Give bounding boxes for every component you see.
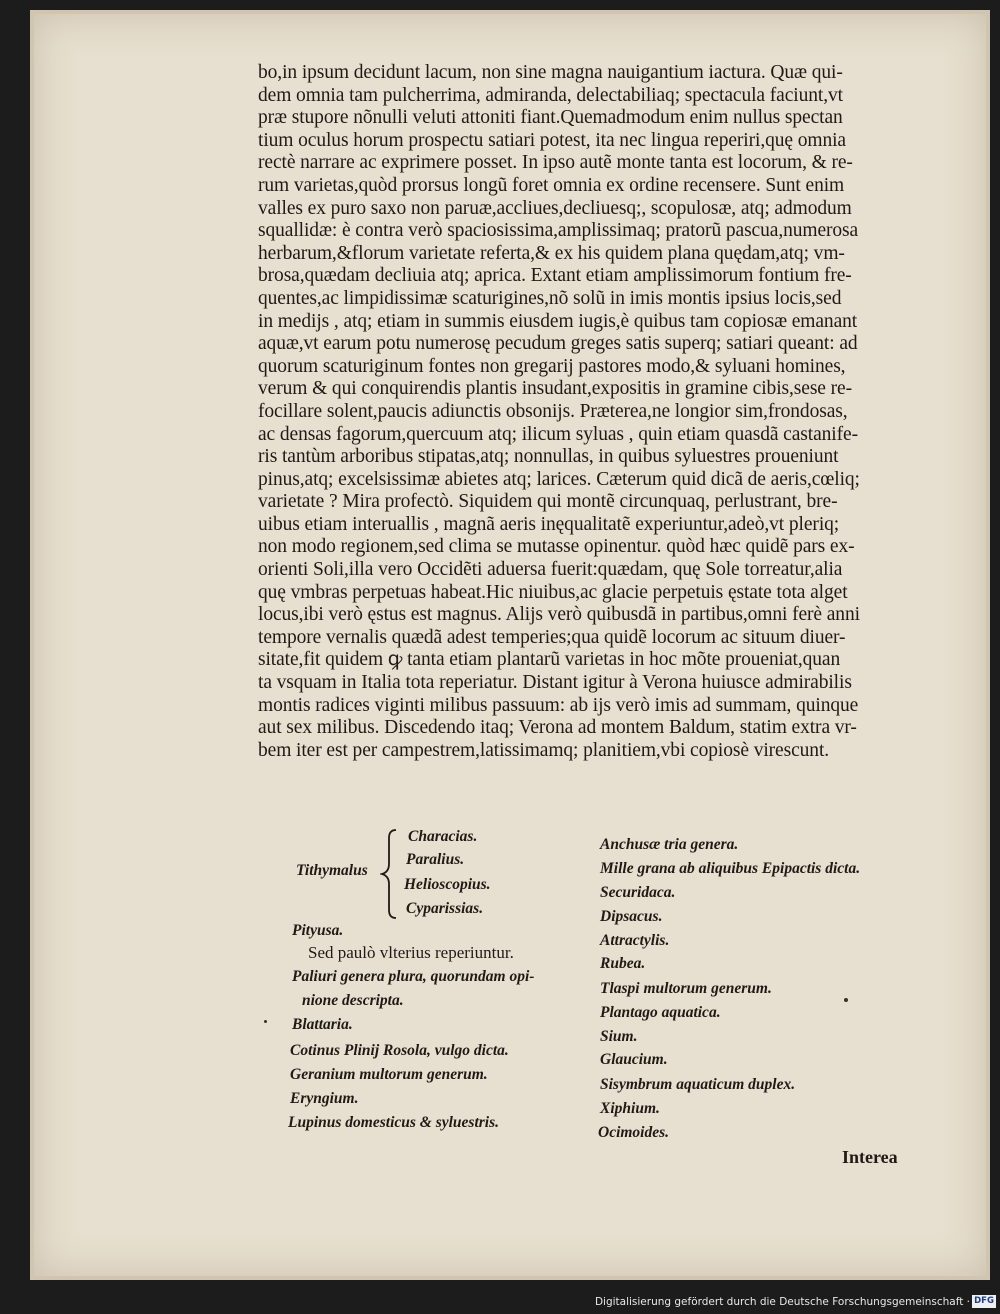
text-line: ac densas fagorum,quercuum atq; ilicum syluas , quin etiam quasdã castanife- xyxy=(258,423,858,445)
list-item: Pityusa. xyxy=(292,922,344,939)
footer-credit: Digitalisierung gefördert durch die Deutsche Forschungsgemeinschaft · xyxy=(594,1296,970,1308)
text-line: in medijs , atq; etiam in summis eiusdem iugis,è quibus tam copiosæ emanant xyxy=(258,310,858,332)
list-item: Sisymbrum aquaticum duplex. xyxy=(600,1076,796,1093)
text-line: brosa,quædam decliuia atq; aprica. Extant etiam amplissimorum fontium fre- xyxy=(258,265,852,287)
text-line: rectè narrare ac exprimere posset. In ipso autẽ monte tanta est locorum, & re- xyxy=(258,152,853,174)
list-item: Eryngium. xyxy=(290,1090,359,1107)
list-item: Geranium multorum generum. xyxy=(290,1066,488,1083)
text-line: quentes,ac limpidissimæ scaturigines,nõ solũ in imis montis ipsius locis,sed xyxy=(258,287,842,309)
text-line: dem omnia tam pulcherrima, admiranda, delectabiliaq; spectacula faciunt,vt xyxy=(258,84,843,106)
text-line: non modo regionem,sed clima se mutasse opinentur. quòd hæc quidẽ pars ex- xyxy=(258,536,855,558)
text-line: pinus,atq; excelsissimæ abietes atq; larices. Cæterum quid dicã de aeris,cœliq; xyxy=(258,468,860,490)
text-line: valles ex puro saxo non paruæ,accliues,decliuesq;, scopulosæ, atq; admodum xyxy=(258,197,852,219)
text-line: bo,in ipsum decidunt lacum, non sine magna nauigantium iactura. Quæ qui- xyxy=(258,62,843,83)
list-item: nione descripta. xyxy=(302,992,404,1009)
list-item: Glaucium. xyxy=(600,1051,668,1068)
list-item: Mille grana ab aliquibus Epipactis dicta. xyxy=(600,860,861,877)
list-item: Rubea. xyxy=(600,955,646,972)
text-line: locus,ibi verò ęstus est magnus. Alijs verò quibusdã in partibus,omni ferè anni xyxy=(258,604,860,626)
list-item: Xiphium. xyxy=(600,1100,660,1117)
species-item: Cyparissias. xyxy=(406,900,484,917)
text-line: bem iter est per campestrem,latissimamq; planitiem,vbi copiosè virescunt. xyxy=(258,739,830,761)
list-item: Sium. xyxy=(600,1028,638,1045)
text-line: tempore vernalis quædã adest temperies;qua quidẽ locorum ac situum diuer- xyxy=(258,626,846,648)
text-line: uibus etiam interuallis , magnã aeris inęqualitatẽ experiuntur,adeò,vt pleriq; xyxy=(258,513,840,535)
tithymalus-label: Tithymalus xyxy=(296,862,368,879)
text-line: sitate,fit quidem ꝙ tanta etiam plantarũ varietas in hoc mõte proueniat,quan xyxy=(258,649,841,671)
text-line: verum & qui conquirendis plantis insudant,expositis in gramine cibis,sese re- xyxy=(258,378,852,400)
list-item: Dipsacus. xyxy=(600,908,663,925)
catchword: Interea xyxy=(842,1147,898,1167)
species-item: Helioscopius. xyxy=(404,876,491,893)
text-line: quorum scaturiginum fontes non gregarij pastores modo,& syluani homines, xyxy=(258,355,846,377)
text-line: orienti Soli,illa vero Occidẽti aduersa fuerit:quædam, quę Sole torreatur,alia xyxy=(258,559,843,581)
list-item: Blattaria. xyxy=(292,1016,353,1033)
text-line: montis radices viginti milibus passuum: ab ijs verò imis ad summam, quinque xyxy=(258,694,859,716)
text-line: ris tantùm arboribus stipatas,atq; nonnullas, in quibus syluestres proueniunt xyxy=(258,446,839,468)
list-item: Anchusæ tria genera. xyxy=(600,836,739,853)
list-item: Lupinus domesticus & syluestris. xyxy=(288,1114,500,1131)
text-line: varietate ? Mira profectò. Siquidem qui montẽ circunquaq, perlustrant, bre- xyxy=(258,491,838,513)
list-item: Paliuri genera plura, quorundam opi- xyxy=(292,968,535,985)
list-item: Cotinus Plinij Rosola, vulgo dicta. xyxy=(290,1042,509,1059)
list-item: Tlaspi multorum generum. xyxy=(600,980,772,997)
main-text xyxy=(258,62,918,762)
text-line: tium oculus horum prospectu satiari potest, ita nec lingua reperiri,quę omnia xyxy=(258,129,846,151)
species-item: Characias. xyxy=(408,828,478,845)
text-line: quę vmbras perpetuas habeat.Hic niuibus,ac glacie perpetuis ęstate tota alget xyxy=(258,581,848,603)
text-line: squallidæ: è contra verò spaciosissima,amplissimaq; pratorũ pascua,numerosa xyxy=(258,220,859,242)
text-line: aut sex milibus. Discedendo itaq; Verona ad montem Baldum, statim extra vr- xyxy=(258,717,857,739)
text-line: focillare solent,paucis adiunctis obsonijs. Præterea,ne longior sim,frondosas, xyxy=(258,400,848,422)
text-line: præ stupore nõnulli veluti attoniti fiant.Quemadmodum enim nullus spectan xyxy=(258,107,843,129)
ink-speck xyxy=(264,1020,267,1023)
list-item: Ocimoides. xyxy=(598,1124,670,1141)
species-item: Paralius. xyxy=(406,851,465,868)
text-line: rum varietas,quòd prorsus longũ foret omnia ex ordine recensere. Sunt enim xyxy=(258,174,845,196)
brace-icon xyxy=(380,826,400,922)
list-item: Attractylis. xyxy=(600,932,670,949)
list-item: Plantago aquatica. xyxy=(600,1004,721,1021)
section-note: Sed paulò vlterius reperiuntur. xyxy=(308,943,514,962)
ink-speck xyxy=(844,998,848,1002)
dfg-logo: DFG xyxy=(972,1295,996,1308)
text-line: aquæ,vt earum potu numerosę pecudum greges satis superq; satiari queant: ad xyxy=(258,333,858,355)
text-line: herbarum,&florum varietate referta,& ex his quidem plana quędam,atq; vm- xyxy=(258,242,845,264)
list-item: Securidaca. xyxy=(600,884,676,901)
text-line: ta vsquam in Italia tota reperiatur. Distant igitur à Verona huiusce admirabilis xyxy=(258,672,852,694)
